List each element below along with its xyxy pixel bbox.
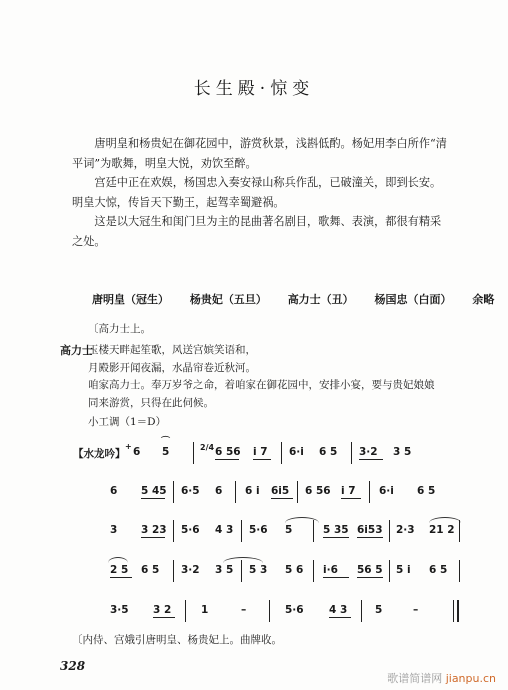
final-barline (457, 600, 459, 622)
score-note: 6 5 (319, 446, 338, 458)
tune-name: 【水龙吟】 (73, 448, 126, 460)
score-note: 5 (375, 604, 383, 616)
speech-line: 玉楼天畔起笙歌，风送宫嫔笑语和， (88, 344, 256, 356)
score-note: 5 6 (285, 564, 304, 576)
barline (313, 560, 314, 582)
score-note: 6 5 (141, 564, 160, 576)
barline (361, 600, 362, 622)
score-note: – (413, 604, 419, 616)
score-note: 5 (162, 446, 170, 458)
speaker-name: 高力士 (60, 344, 93, 357)
speech-line: 同来游赏，只得在此伺候。 (88, 396, 214, 409)
watermark (387, 670, 496, 686)
score-note: 6i53 (357, 524, 383, 536)
score-note: 6 (215, 485, 223, 497)
time-signature: 2/4 (200, 443, 215, 452)
cast-list (92, 291, 508, 307)
intro-paragraph: 唐明皇和杨贵妃在御花园中，游赏秋景，浅斟低酌。杨妃用李白所作“清平词”为歌舞，明皇大悦，劝饮至醉。 (72, 137, 447, 170)
barline (235, 481, 236, 503)
barline (185, 600, 186, 622)
score-note: 4 3 (329, 604, 348, 616)
barline (453, 600, 454, 622)
score-note: i 7 (341, 485, 356, 497)
beam-line (323, 577, 349, 578)
score-note: 3·2 (181, 564, 200, 576)
score-note: 1 (201, 604, 209, 616)
score-note: 6i5 (271, 485, 290, 497)
slur-mark (108, 557, 128, 563)
barline (173, 520, 174, 542)
score-note: 6·5 (181, 485, 200, 497)
stage-direction: 〔内侍、宫娥引唐明皇、杨贵妃上。曲牌收。 (72, 634, 282, 646)
barline (389, 520, 390, 542)
beam-line (329, 617, 351, 618)
score-note: 6 56 (305, 485, 331, 497)
page-title: 长生殿·惊变 (193, 79, 315, 99)
barline (459, 560, 460, 582)
beam-line (253, 459, 271, 460)
fermata-icon: ⌒ (161, 437, 171, 447)
score-note: 4 3 (215, 524, 234, 536)
score-note: 6·i (289, 446, 304, 458)
barline (389, 560, 390, 582)
intro-text (72, 134, 452, 251)
score-note: 6 5 (429, 564, 448, 576)
beam-line (141, 537, 165, 538)
score-note: 5·6 (181, 524, 200, 536)
score-note: 5 i (396, 564, 411, 576)
slur-mark (223, 557, 263, 563)
beam-line (215, 459, 239, 460)
score-note: 5 3 (249, 564, 268, 576)
score-note: 21 2 (429, 524, 455, 536)
watermark-url: jianpu.cn (445, 672, 496, 685)
score-row (73, 520, 465, 542)
score-note: 2·3 (396, 524, 415, 536)
score-note: 3 5 (393, 446, 412, 458)
barline (269, 600, 270, 622)
score-note: 6 (110, 485, 118, 497)
beam-line (357, 577, 383, 578)
watermark-text: 歌谱简谱网 (387, 672, 443, 685)
score-note: 5 (285, 524, 293, 536)
grace-mark: + (125, 442, 132, 451)
barline (193, 442, 194, 464)
slur-mark (429, 517, 461, 523)
score-note: 2 5 (110, 564, 129, 576)
score-note: 5 45 (141, 485, 167, 497)
barline (173, 481, 174, 503)
page-number: 328 (60, 659, 86, 673)
barline (281, 442, 282, 464)
barline (241, 520, 242, 542)
cast-member: 唐明皇（冠生） (92, 293, 169, 306)
score-note: 3 2 (153, 604, 172, 616)
beam-line (110, 577, 132, 578)
barline (313, 520, 314, 542)
beam-line (341, 498, 361, 499)
beam-line (359, 459, 383, 460)
beam-line (271, 498, 293, 499)
score-note: 6·i (379, 485, 394, 497)
beam-line (141, 498, 165, 499)
barline (241, 560, 242, 582)
score-note: 3 (110, 524, 118, 536)
score-note: 5·6 (249, 524, 268, 536)
score-note: 3·2 (359, 446, 378, 458)
barline (459, 520, 460, 542)
barline (369, 481, 370, 503)
score-note: 3 5 (215, 564, 234, 576)
intro-paragraph: 宫廷中正在欢娱，杨国忠入奏安禄山称兵作乱，已破潼关，即到长安。明皇大惊，传旨天下勤王，起驾幸蜀避祸。 (72, 176, 442, 209)
score-note: 6 56 (215, 446, 241, 458)
score-note: 56 5 (357, 564, 383, 576)
score-note: 5·6 (285, 604, 304, 616)
score-row (73, 600, 465, 622)
cast-member: 高力士（丑） (287, 293, 354, 306)
score-note: i 7 (253, 446, 268, 458)
score-note: 6 5 (417, 485, 436, 497)
score-row (73, 437, 465, 464)
speech-line: 月殿影开闻夜漏，水晶帘卷近秋河。 (88, 361, 256, 374)
score-row (73, 560, 465, 582)
score-note: 6 i (245, 485, 260, 497)
score-note: 3 23 (141, 524, 167, 536)
speech-lines (88, 342, 448, 412)
cast-member: 杨贵妃（五旦） (189, 293, 267, 306)
score-note: i·6 (323, 564, 338, 576)
barline (173, 560, 174, 582)
score-note: – (241, 604, 247, 616)
cast-member: 杨国忠（白面） (374, 293, 452, 306)
barline (297, 481, 298, 503)
cast-member: 余略 (472, 293, 495, 306)
barline (351, 442, 352, 464)
key-signature: 小工调（1＝D） (88, 416, 167, 428)
score-note: 3·5 (110, 604, 129, 616)
score-row (73, 481, 465, 503)
speech-line: 咱家高力士。奉万岁爷之命，着咱家在御花园中，安排小宴，要与贵妃娘娘 (88, 379, 435, 391)
score-note: 6 (133, 446, 141, 458)
stage-direction: 〔高力士上。 (88, 323, 151, 335)
score-note: 5 35 (323, 524, 349, 536)
beam-line (323, 537, 349, 538)
beam-line (153, 617, 175, 618)
intro-paragraph: 这是以大冠生和闺门旦为主的昆曲著名剧目，歌舞、表演，都很有精采之处。 (72, 215, 442, 248)
beam-line (357, 537, 383, 538)
